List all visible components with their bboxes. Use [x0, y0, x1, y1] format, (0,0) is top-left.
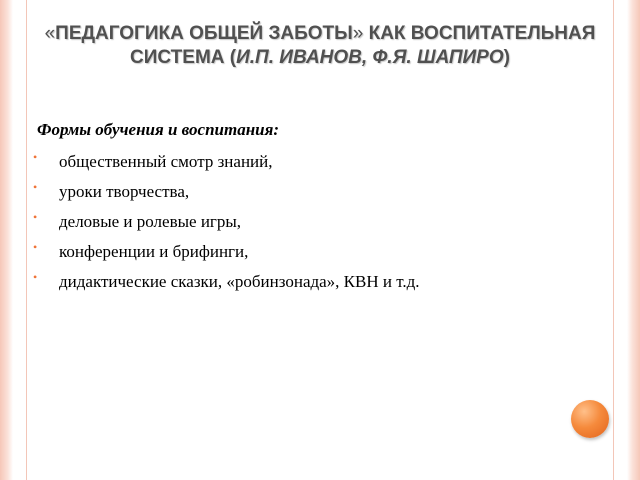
forms-list — [33, 147, 593, 297]
title-after: КАК ВОСПИТАТЕЛЬНАЯ СИСТЕМА ( — [130, 23, 596, 68]
title-author-ivanov: И.П. ИВАНОВ — [236, 47, 362, 68]
bullet-icon: • — [33, 210, 38, 224]
title-comma: , — [361, 47, 373, 68]
list-item-text: конференции и брифинги, — [59, 242, 249, 261]
orange-orb-icon — [571, 400, 609, 438]
bullet-icon: • — [33, 180, 38, 194]
right-decor-band — [627, 0, 640, 480]
list-item — [33, 267, 593, 297]
title-author-shapiro: Ф.Я. ШАПИРО — [372, 47, 504, 68]
bullet-icon: • — [33, 270, 38, 284]
list-item-text: общественный смотр знаний, — [59, 152, 273, 171]
slide-title — [30, 22, 610, 70]
bullet-icon: • — [33, 150, 38, 164]
list-item-text: уроки творчества, — [59, 182, 190, 201]
title-close-quote: » — [352, 23, 364, 44]
bullet-icon: • — [33, 240, 38, 254]
list-item — [33, 177, 593, 207]
left-decor-band — [0, 0, 13, 480]
list-item — [33, 207, 593, 237]
title-close-paren: ) — [503, 47, 510, 68]
title-main: ПЕДАГОГИКА ОБЩЕЙ ЗАБОТЫ — [55, 23, 353, 44]
list-item-text: деловые и ролевые игры, — [59, 212, 242, 231]
list-item-text: дидактические сказки, «робинзонада», КВН и т.д. — [59, 272, 420, 291]
section-heading: Формы обучения и воспитания: — [37, 120, 280, 139]
list-item — [33, 237, 593, 267]
title-open-quote: « — [44, 23, 56, 44]
list-item — [33, 147, 593, 177]
